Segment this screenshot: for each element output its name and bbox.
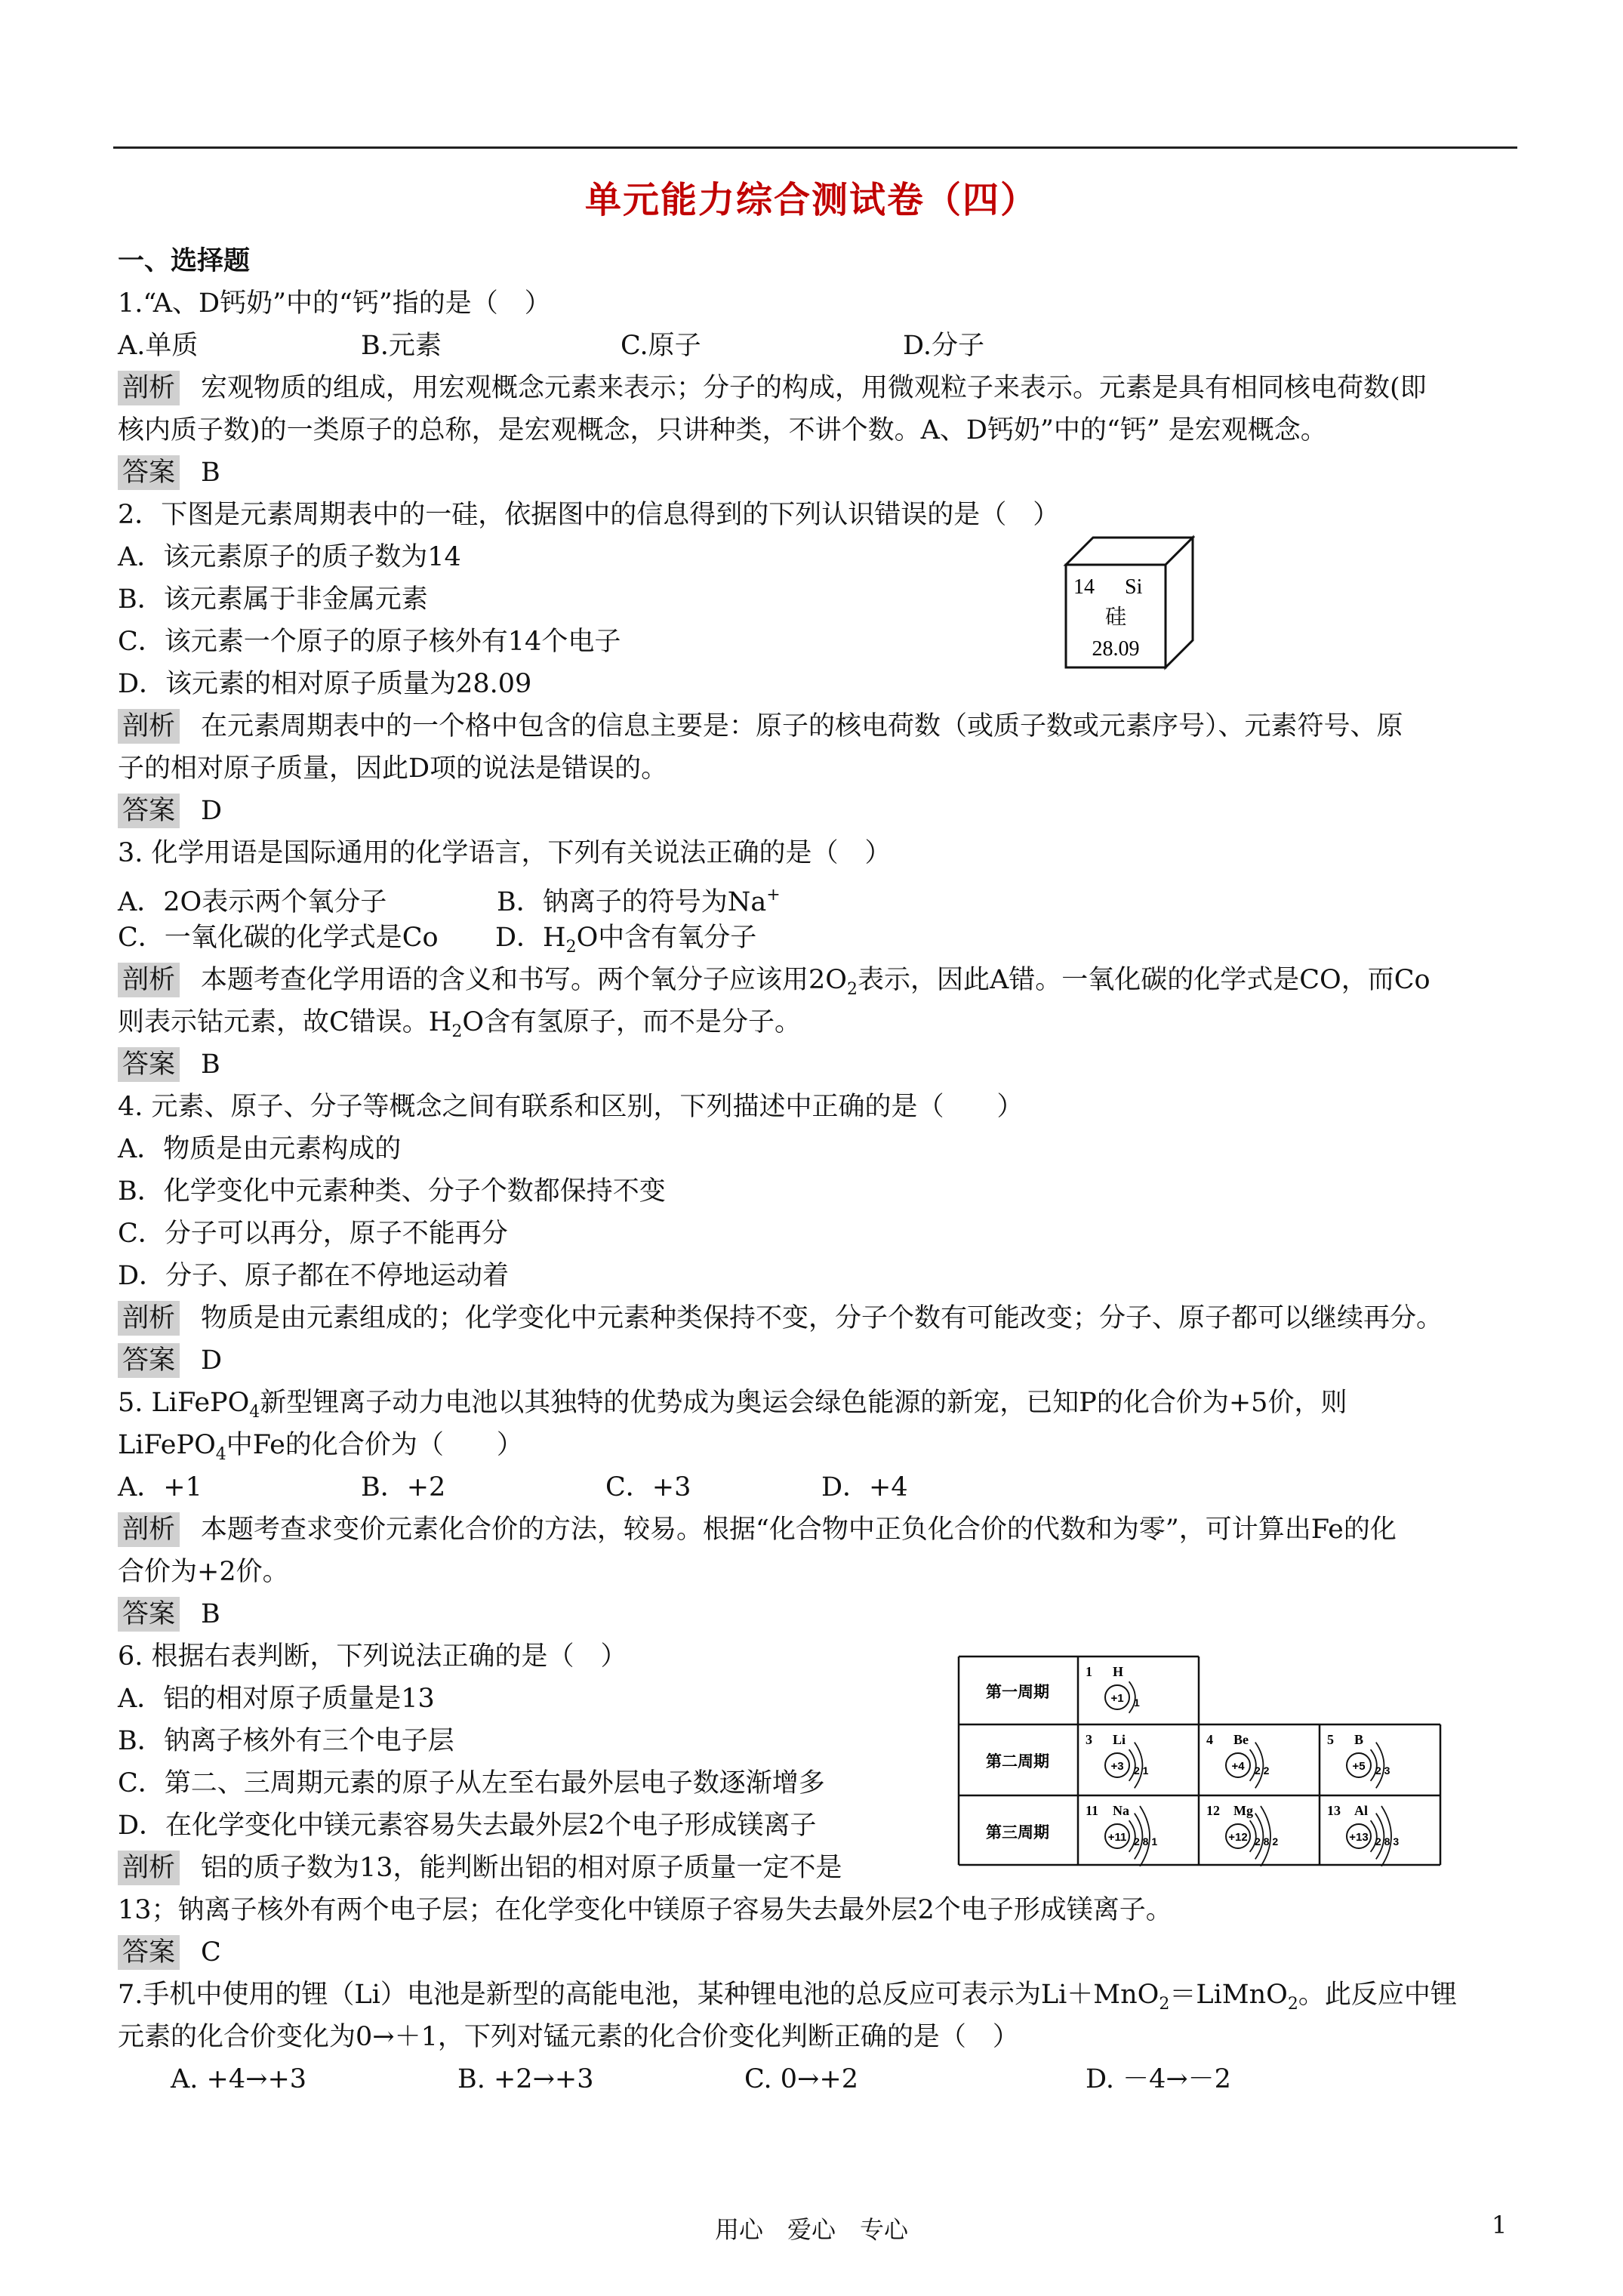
q6-option-b: B．钠离子核外有三个电子层 bbox=[118, 1726, 454, 1756]
nucleus-charge: +4 bbox=[1231, 1760, 1245, 1773]
q3-options-cd bbox=[118, 917, 1525, 959]
q3-option-d-pre: D．H bbox=[495, 923, 566, 953]
q7-option-d: D. －4→－2 bbox=[1086, 2064, 1231, 2094]
q3-option-b-text: B．钠离子的符号为Na bbox=[497, 887, 767, 917]
q1-answer: B bbox=[201, 458, 220, 488]
q2-answer-line bbox=[118, 790, 1525, 832]
header-rule bbox=[113, 146, 1517, 149]
q3-analysis-text: O含有氢原子，而不是分子。 bbox=[462, 1007, 802, 1037]
answer-label: 答案 bbox=[118, 794, 180, 828]
q7-stem: 元素的化合价变化为0→＋1，下列对锰元素的化合价变化判断正确的是（ ） bbox=[118, 2022, 1019, 2052]
periodic-table-figure bbox=[957, 1655, 1442, 1866]
q7-stem-text: 。此反应中锂 bbox=[1298, 1980, 1457, 2010]
q3-analysis-line bbox=[118, 1001, 1525, 1043]
q7-option-c: C. 0→+2 bbox=[744, 2064, 858, 2094]
q3-answer-line bbox=[118, 1043, 1525, 1086]
q5-stem bbox=[118, 1382, 1525, 1424]
q5-stem-text: LiFePO bbox=[118, 1430, 216, 1460]
period-label: 第二周期 bbox=[986, 1752, 1049, 1771]
q1-analysis-text: 宏观物质的组成，用宏观概念元素来表示；分子的构成，用微观粒子来表示。元素是具有相同核电荷数(即 bbox=[201, 373, 1427, 403]
page-footer: 用心 爱心 专心 bbox=[714, 2215, 908, 2244]
q2-option-a: A．该元素原子的质子数为14 bbox=[118, 542, 461, 572]
q6-answer-line bbox=[118, 1931, 1525, 1974]
q5-analysis-line: 合价为+2价。 bbox=[118, 1557, 289, 1587]
atom-symbol: H bbox=[1113, 1664, 1124, 1679]
shell-electrons: 2 3 bbox=[1375, 1764, 1390, 1777]
analysis-label: 剖析 bbox=[118, 1512, 180, 1547]
nucleus-charge: +13 bbox=[1349, 1831, 1369, 1844]
atom-cell bbox=[1086, 1803, 1157, 1866]
section-title: 一、选择题 bbox=[118, 245, 251, 276]
q6-stem: 6. 根据右表判断，下列说法正确的是（ ） bbox=[118, 1641, 627, 1672]
q7-options bbox=[118, 2058, 1525, 2100]
atom-number: 5 bbox=[1327, 1732, 1334, 1747]
atom-cell bbox=[1086, 1664, 1140, 1713]
q4-analysis-text: 物质是由元素组成的；化学变化中元素种类保持不变，分子个数有可能改变；分子、原子都可以继续再分。 bbox=[201, 1303, 1443, 1333]
q7-stem-text: 7.手机中使用的锂（Li）电池是新型的高能电池，某种锂电池的总反应可表示为Li＋MnO bbox=[118, 1980, 1160, 2010]
atom-symbol: B bbox=[1354, 1732, 1364, 1747]
si-symbol: Si bbox=[1125, 575, 1143, 599]
atom-symbol: Al bbox=[1354, 1803, 1368, 1818]
atom-number: 13 bbox=[1327, 1803, 1341, 1818]
q3-option-d-post: O中含有氧分子 bbox=[576, 923, 757, 953]
q5-stem-sub: 4 bbox=[249, 1403, 260, 1422]
q5-stem-text: 中Fe的化合价为（ ） bbox=[226, 1430, 523, 1460]
q4-option-b: B．化学变化中元素种类、分子个数都保持不变 bbox=[118, 1176, 666, 1207]
q6-analysis-line: 13；钠离子核外有两个电子层；在化学变化中镁原子容易失去最外层2个电子形成镁离子。 bbox=[118, 1895, 1172, 1925]
atom-cell bbox=[1086, 1732, 1149, 1788]
q2-answer: D bbox=[201, 796, 223, 826]
q3-stem: 3. 化学用语是国际通用的化学语言，下列有关说法正确的是（ ） bbox=[118, 838, 892, 868]
q7-stem-sub: 2 bbox=[1159, 1995, 1170, 2014]
q3-option-b bbox=[497, 887, 781, 917]
q5-stem-sub: 4 bbox=[215, 1445, 226, 1464]
q5-stem-text: 5. LiFePO bbox=[118, 1388, 250, 1418]
nucleus-charge: +11 bbox=[1107, 1831, 1127, 1844]
q6-option-d: D．在化学变化中镁元素容易失去最外层2个电子形成镁离子 bbox=[118, 1811, 817, 1841]
nucleus-charge: +3 bbox=[1110, 1760, 1124, 1773]
atom-symbol: Mg bbox=[1233, 1803, 1253, 1818]
atom-cell bbox=[1206, 1803, 1278, 1866]
period-label: 第一周期 bbox=[986, 1683, 1049, 1701]
q6-option-c: C．第二、三周期元素的原子从左至右最外层电子数逐渐增多 bbox=[118, 1768, 825, 1798]
q2-option-d: D．该元素的相对原子质量为28.09 bbox=[118, 669, 532, 699]
shell-electrons: 2 8 1 bbox=[1134, 1835, 1158, 1848]
q6-analysis-text: 铝的质子数为13，能判断出铝的相对原子质量一定不是 bbox=[201, 1853, 842, 1883]
q4-option-d: D．分子、原子都在不停地运动着 bbox=[118, 1261, 510, 1291]
q3-analysis-sub: 2 bbox=[846, 980, 858, 999]
q7-option-a: A. +4→+3 bbox=[171, 2064, 307, 2094]
shell-electrons: 1 bbox=[1134, 1697, 1140, 1709]
q3-analysis-line bbox=[118, 959, 1525, 1001]
q5-stem bbox=[118, 1424, 1525, 1466]
answer-label: 答案 bbox=[118, 1343, 180, 1378]
q3-analysis-text: 表示，因此A错。一氧化碳的化学式是CO，而Co bbox=[857, 965, 1431, 995]
atom-number: 4 bbox=[1206, 1732, 1213, 1747]
atom-cell bbox=[1206, 1732, 1270, 1788]
q1-options bbox=[118, 325, 1525, 367]
period-label: 第三周期 bbox=[986, 1823, 1049, 1841]
atom-number: 11 bbox=[1086, 1803, 1099, 1818]
shell-electrons: 2 2 bbox=[1255, 1764, 1270, 1777]
q5-option-b: B．+2 bbox=[361, 1472, 446, 1502]
atom-symbol: Be bbox=[1233, 1732, 1249, 1747]
page-number: 1 bbox=[1492, 2211, 1508, 2239]
q4-answer-line bbox=[118, 1339, 1525, 1382]
analysis-label: 剖析 bbox=[118, 709, 180, 744]
q5-analysis-line bbox=[118, 1509, 1525, 1551]
q1-analysis-line bbox=[118, 367, 1525, 409]
q2-analysis-text: 在元素周期表中的一个格中包含的信息主要是：原子的核电荷数（或质子数或元素序号）、元素符号、原 bbox=[201, 711, 1403, 741]
q1-option-c: C.原子 bbox=[621, 331, 701, 361]
q3-option-d bbox=[495, 923, 757, 957]
q3-option-a: A．2O表示两个氧分子 bbox=[118, 887, 387, 917]
si-atomic-mass: 28.09 bbox=[1092, 637, 1140, 661]
q3-option-b-charge: + bbox=[766, 886, 781, 905]
si-name: 硅 bbox=[1104, 604, 1127, 629]
q1-option-d: D.分子 bbox=[903, 331, 984, 361]
q5-answer: B bbox=[201, 1599, 220, 1629]
q4-answer: D bbox=[201, 1345, 223, 1376]
q5-analysis-text: 本题考查求变价元素化合价的方法，较易。根据“化合物中正负化合价的代数和为零”，可计算出Fe的化 bbox=[201, 1515, 1397, 1545]
q5-option-c: C．+3 bbox=[605, 1472, 691, 1502]
q1-option-a: A.单质 bbox=[118, 331, 199, 361]
atom-cell bbox=[1327, 1732, 1390, 1788]
q3-options-ab bbox=[118, 874, 1525, 917]
q5-options bbox=[118, 1466, 1525, 1509]
page-title: 单元能力综合测试卷（四） bbox=[584, 179, 1038, 221]
answer-label: 答案 bbox=[118, 1047, 180, 1082]
q4-option-c: C．分子可以再分，原子不能再分 bbox=[118, 1219, 508, 1249]
q4-analysis-line bbox=[118, 1297, 1525, 1339]
q2-analysis-line: 子的相对原子质量，因此D项的说法是错误的。 bbox=[118, 754, 668, 784]
analysis-label: 剖析 bbox=[118, 1851, 180, 1885]
atom-number: 3 bbox=[1086, 1732, 1092, 1747]
q4-option-a: A．物质是由元素构成的 bbox=[118, 1134, 402, 1164]
q3-analysis-text: 本题考查化学用语的含义和书写。两个氧分子应该用2O bbox=[201, 965, 847, 995]
atom-symbol: Na bbox=[1113, 1803, 1129, 1818]
q1-stem: 1.“A、D钙奶”中的“钙”指的是（ ） bbox=[118, 288, 551, 319]
analysis-label: 剖析 bbox=[118, 963, 180, 997]
q5-stem-text: 新型锂离子动力电池以其独特的优势成为奥运会绿色能源的新宠，已知P的化合价为+5价，则 bbox=[260, 1388, 1347, 1418]
q7-stem-sub: 2 bbox=[1287, 1995, 1298, 2014]
q2-stem: 2．下图是元素周期表中的一硅，依据图中的信息得到的下列认识错误的是（ ） bbox=[118, 500, 1060, 530]
atom-symbol: Li bbox=[1113, 1732, 1126, 1747]
q5-answer-line bbox=[118, 1593, 1525, 1635]
q3-answer: B bbox=[201, 1049, 220, 1080]
q5-option-a: A．+1 bbox=[118, 1472, 202, 1502]
q1-option-b: B.元素 bbox=[361, 331, 442, 361]
si-atomic-number: 14 bbox=[1073, 575, 1095, 599]
analysis-label: 剖析 bbox=[118, 371, 180, 405]
q3-analysis-text: 则表示钴元素，故C错误。H bbox=[118, 1007, 452, 1037]
analysis-label: 剖析 bbox=[118, 1301, 180, 1336]
answer-label: 答案 bbox=[118, 455, 180, 490]
nucleus-charge: +5 bbox=[1352, 1760, 1366, 1773]
atom-cells bbox=[1086, 1664, 1399, 1866]
q6-answer: C bbox=[201, 1937, 221, 1968]
q2-option-b: B．该元素属于非金属元素 bbox=[118, 584, 428, 615]
shell-electrons: 2 8 2 bbox=[1255, 1835, 1279, 1848]
q3-analysis-sub: 2 bbox=[451, 1022, 463, 1041]
answer-label: 答案 bbox=[118, 1935, 180, 1970]
q1-analysis-line: 核内质子数)的一类原子的总称，是宏观概念，只讲种类，不讲个数。A、D钙奶”中的“钙” 是宏观概念。 bbox=[118, 415, 1327, 445]
q4-stem: 4. 元素、原子、分子等概念之间有联系和区别，下列描述中正确的是（ ） bbox=[118, 1092, 1024, 1122]
shell-electrons: 2 1 bbox=[1134, 1764, 1149, 1777]
atom-number: 12 bbox=[1206, 1803, 1220, 1818]
q7-stem bbox=[118, 1974, 1525, 2016]
q3-option-d-sub: 2 bbox=[565, 938, 577, 957]
q7-stem-text: ＝LiMnO bbox=[1169, 1980, 1288, 2010]
nucleus-charge: +1 bbox=[1110, 1692, 1124, 1705]
q7-option-b: B. +2→+3 bbox=[457, 2064, 594, 2094]
q1-answer-line bbox=[118, 451, 1525, 494]
q2-analysis-line bbox=[118, 705, 1525, 747]
q3-option-c: C．一氧化碳的化学式是Co bbox=[118, 923, 439, 953]
q2-option-c: C．该元素一个原子的原子核外有14个电子 bbox=[118, 627, 621, 657]
nucleus-charge: +12 bbox=[1228, 1831, 1248, 1844]
atom-number: 1 bbox=[1086, 1664, 1092, 1679]
q6-option-a: A．铝的相对原子质量是13 bbox=[118, 1684, 435, 1714]
answer-label: 答案 bbox=[118, 1597, 180, 1632]
atom-cell bbox=[1327, 1803, 1399, 1866]
q5-option-d: D．+4 bbox=[821, 1472, 908, 1502]
silicon-element-card bbox=[1063, 535, 1195, 670]
shell-electrons: 2 8 3 bbox=[1375, 1835, 1400, 1848]
